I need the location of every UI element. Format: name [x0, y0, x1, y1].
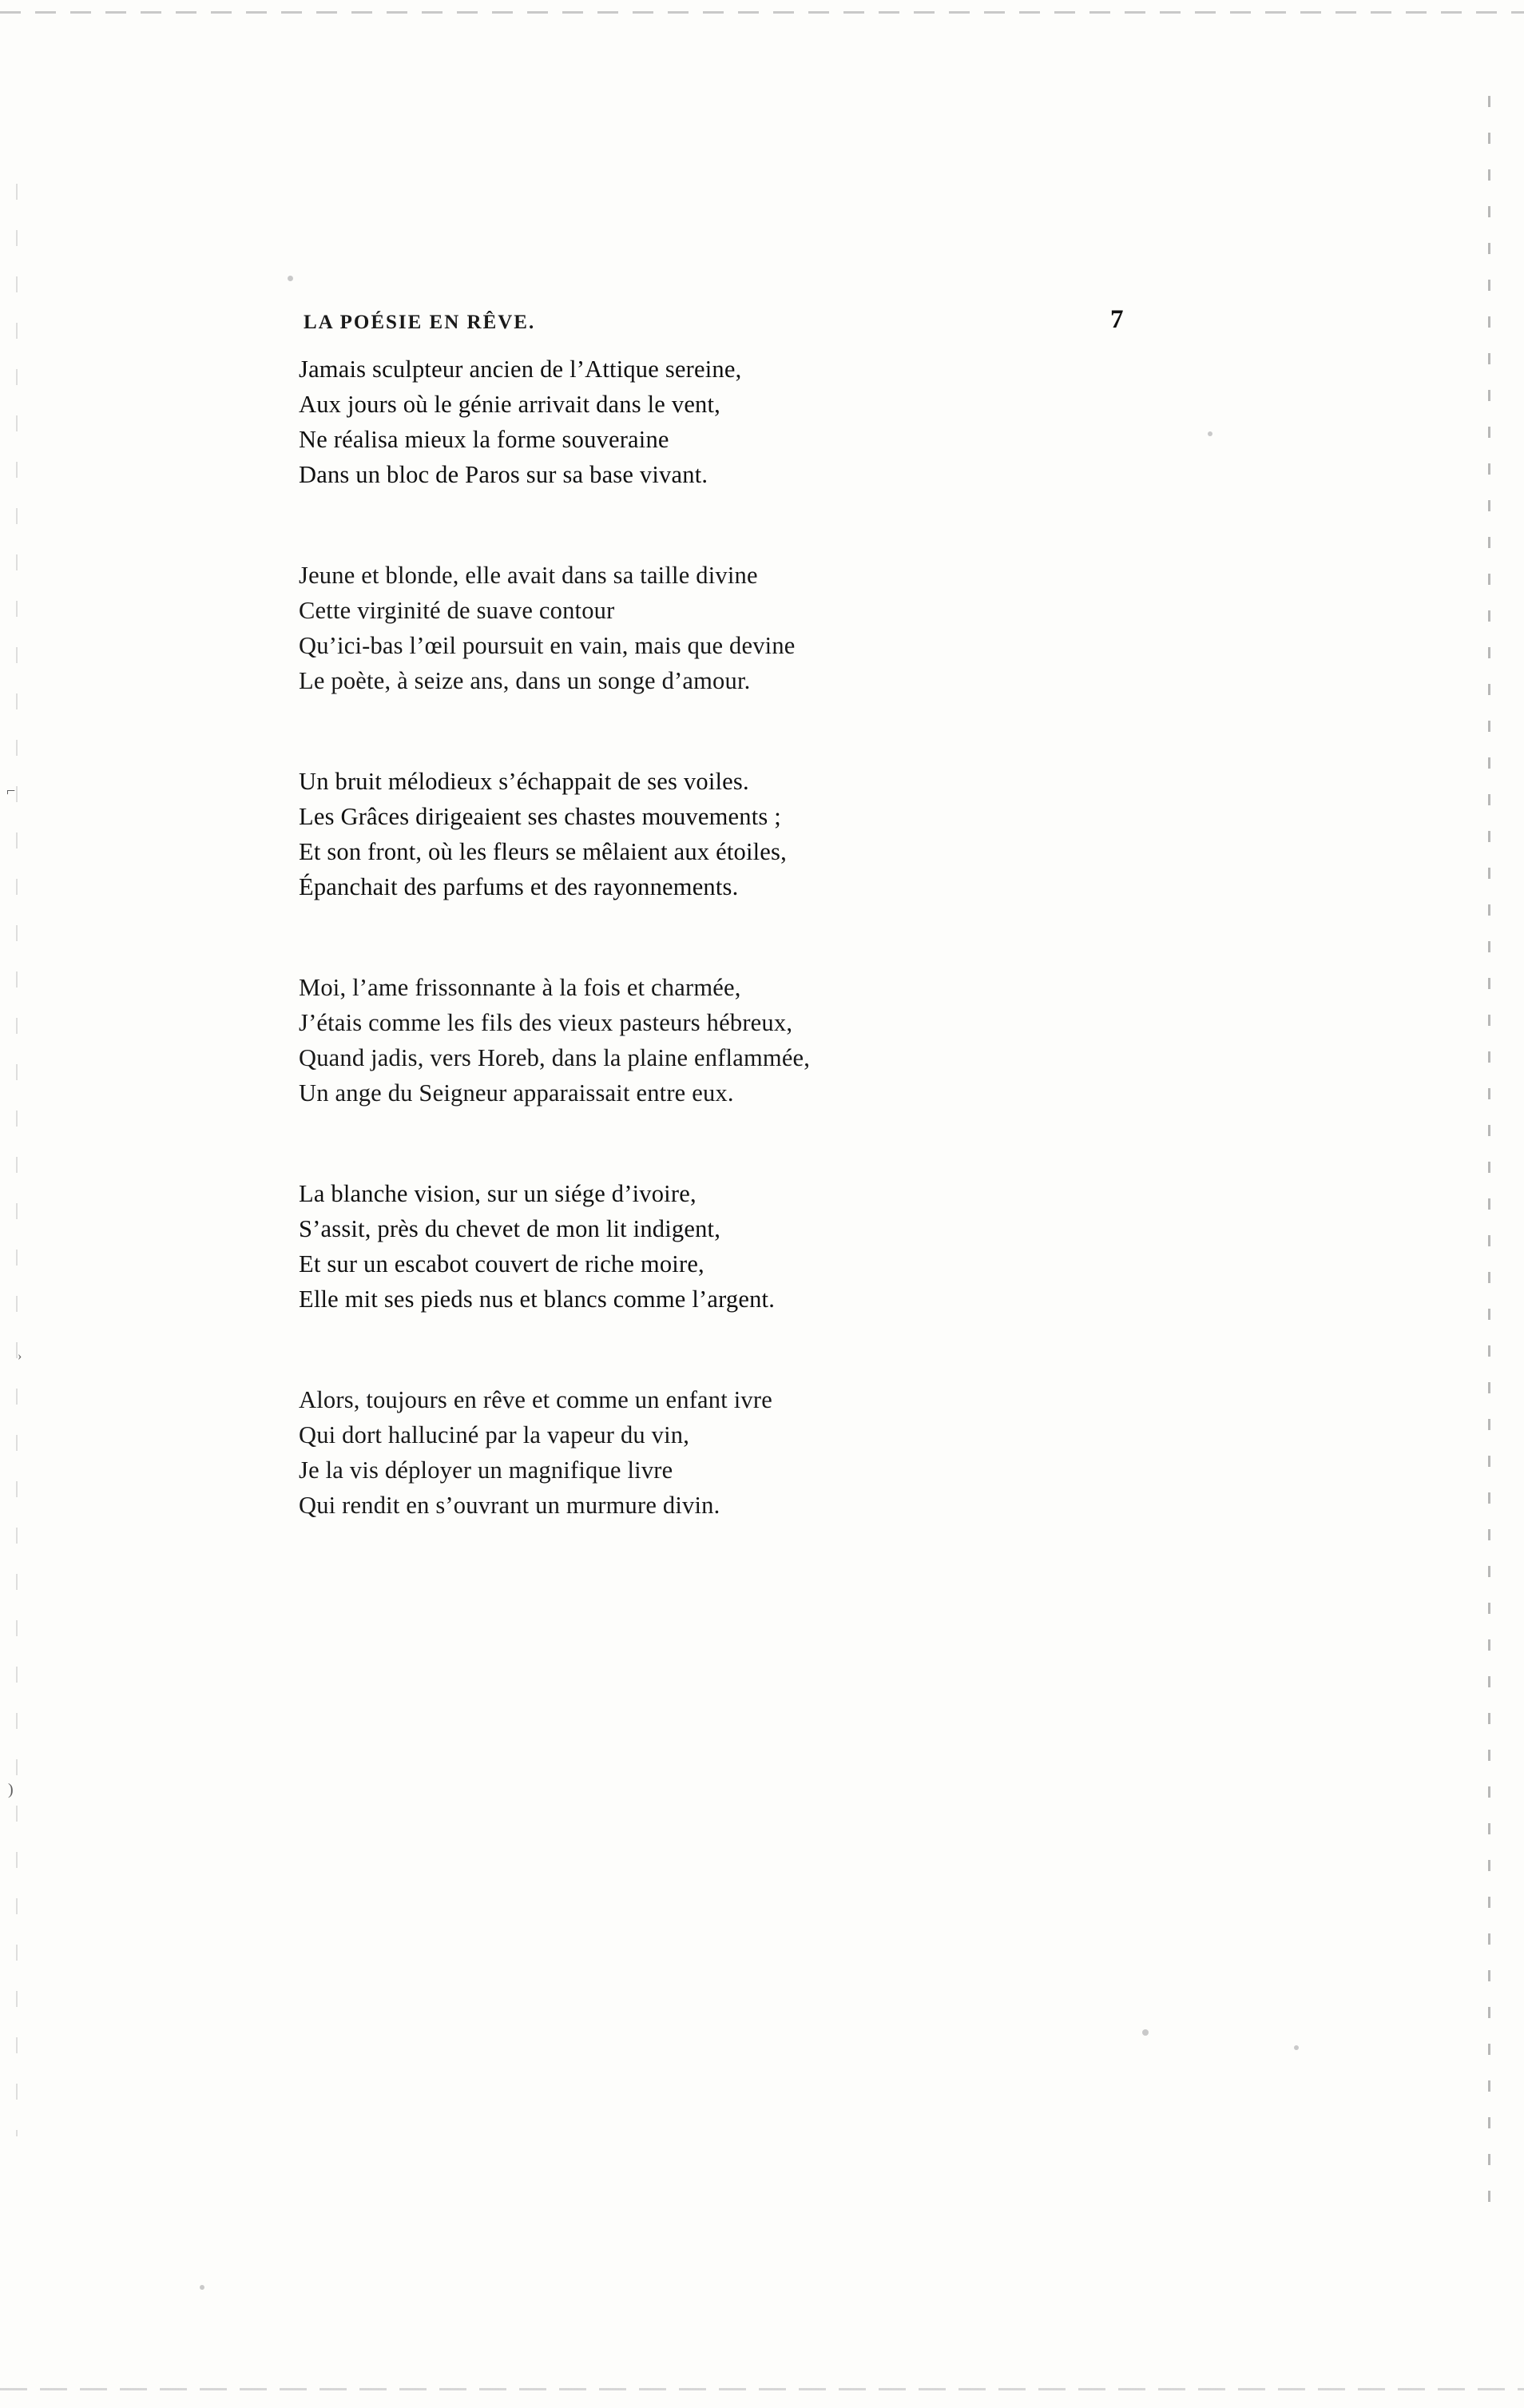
scan-artifact-arrow: ›	[18, 1349, 22, 1363]
poem-line: Cette virginité de suave contour	[299, 597, 615, 624]
stanza	[299, 1382, 1257, 1523]
stanza	[299, 970, 1257, 1111]
poem-line: Jeune et blonde, elle avait dans sa taille divine	[299, 562, 758, 589]
poem-line: Ne réalisa mieux la forme souveraine	[299, 426, 669, 453]
stanza	[299, 352, 1257, 492]
poem-line: Un bruit mélodieux s’échappait de ses voiles.	[299, 768, 749, 795]
poem-line: Moi, l’ame frissonnante à la fois et charmée,	[299, 974, 741, 1001]
running-header	[304, 312, 1182, 334]
poem-line: Et sur un escabot couvert de riche moire,	[299, 1250, 704, 1278]
scan-artifact-paren: )	[8, 1781, 14, 1798]
poem-body	[299, 352, 1257, 1523]
poem-line: J’étais comme les fils des vieux pasteurs hébreux,	[299, 1009, 793, 1036]
poem-line: Les Grâces dirigeaient ses chastes mouvements ;	[299, 803, 781, 830]
poem-line: Qui rendit en s’ouvrant un murmure divin.	[299, 1492, 720, 1519]
poem-line: Un ange du Seigneur apparaissait entre eux.	[299, 1079, 734, 1107]
stanza	[299, 764, 1257, 904]
poem-line: Dans un bloc de Paros sur sa base vivant.	[299, 461, 708, 488]
poem-line: Aux jours où le génie arrivait dans le vent,	[299, 391, 720, 418]
poem-line: Épanchait des parfums et des rayonnements.	[299, 873, 739, 900]
poem-line: Jamais sculpteur ancien de l’Attique sereine,	[299, 356, 742, 383]
poem-line: Alors, toujours en rêve et comme un enfant ivre	[299, 1386, 772, 1413]
poem-line: Le poète, à seize ans, dans un songe d’amour.	[299, 667, 751, 694]
poem-line: Je la vis déployer un magnifique livre	[299, 1456, 673, 1484]
poem-line: La blanche vision, sur un siége d’ivoire,	[299, 1180, 697, 1207]
running-head-title: LA POÉSIE EN RÊVE.	[304, 312, 536, 333]
poem-line: Qu’ici-bas l’œil poursuit en vain, mais que devine	[299, 632, 796, 659]
poem-line: Qui dort halluciné par la vapeur du vin,	[299, 1421, 690, 1448]
page-number: 7	[1110, 305, 1124, 334]
scan-artifact-caret: ⌐	[6, 782, 16, 800]
poem-line: Et son front, où les fleurs se mêlaient aux étoiles,	[299, 838, 787, 865]
poem-line: Quand jadis, vers Horeb, dans la plaine enflammée,	[299, 1044, 811, 1071]
poem-line: Elle mit ses pieds nus et blancs comme l’argent.	[299, 1285, 776, 1313]
stanza	[299, 1176, 1257, 1317]
poem-line: S’assit, près du chevet de mon lit indigent,	[299, 1215, 721, 1242]
stanza	[299, 558, 1257, 698]
